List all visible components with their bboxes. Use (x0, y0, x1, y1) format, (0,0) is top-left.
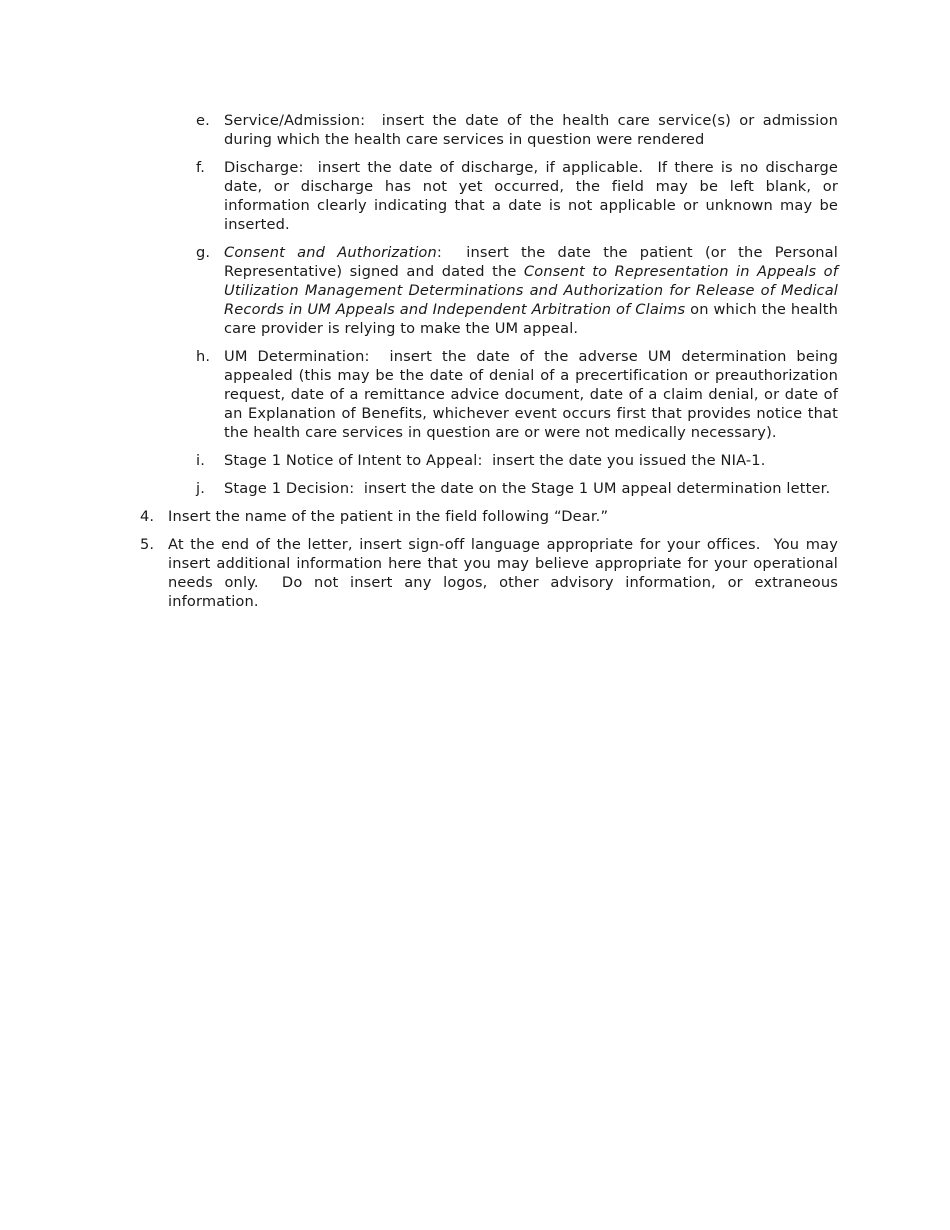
list-item-text: At the end of the letter, insert sign-off language appropriate for your offices. You may insert additional information here that you may believe appropriate for your operational needs only. Do not insert any logos, other advisory information, or extraneous information. (168, 536, 843, 610)
item-body: insert the date of discharge, if applicable. If there is no discharge date, or discharge has not yet occurred, the field may be left blank, or information clearly indicating that a date is not applicable or unknown may be inserted. (224, 159, 843, 233)
list-item-text (224, 479, 838, 498)
item-label: Stage 1 Decision: (224, 480, 355, 497)
list-item-text (224, 111, 843, 149)
list-item-f (196, 158, 843, 234)
list-item-text (224, 243, 843, 338)
item-label: Stage 1 Notice of Intent to Appeal: (224, 452, 483, 469)
list-item-text (224, 347, 843, 442)
item-body-end: on which the health care provider is relying to make the UM appeal. (224, 301, 838, 337)
item-body: insert the date on the Stage 1 UM appeal determination letter. (354, 480, 831, 497)
list-item-i (196, 451, 838, 470)
list-item-h (196, 347, 843, 442)
list-item-e (196, 111, 843, 149)
item-label: Discharge: (224, 159, 304, 176)
item-body: : insert the date the patient (or the Personal Representative) signed and dated the (224, 244, 843, 280)
item-label: Service/Admission: (224, 112, 366, 129)
list-marker: e. (196, 112, 210, 129)
list-marker: 4. (140, 508, 155, 525)
list-item-j (196, 479, 838, 498)
list-marker: 5. (140, 536, 155, 553)
list-marker: j. (196, 480, 205, 497)
list-marker: f. (196, 159, 206, 176)
form-title: Consent to Representation in Appeals of Utilization Management Determinations and Authorization for Release of Medical Records in UM Appeals and Independent Arbitration of Claims (224, 263, 838, 318)
list-marker: h. (196, 348, 211, 365)
list-item-4 (140, 507, 838, 526)
list-item-text (224, 158, 843, 234)
item-label: UM Determination: (224, 348, 370, 365)
item-body: insert the date of the health care service(s) or admission during which the health care services in question were rendered (224, 112, 843, 148)
list-item-text: Insert the name of the patient in the field following “Dear.” (168, 508, 609, 525)
item-body: insert the date you issued the NIA-1. (482, 452, 766, 469)
list-item-g (196, 243, 843, 338)
list-item-5 (140, 535, 843, 611)
list-item-text (224, 451, 838, 470)
list-marker: g. (196, 244, 211, 261)
list-marker: i. (196, 452, 205, 469)
document-page (0, 111, 950, 620)
item-body: insert the date of the adverse UM determination being appealed (this may be the date of denial of a precertification or preauthorization request, date of a remittance advice document, date of a claim denial, or date of an Explanation of Benefits, whichever event occurs first that provides notice that the health care services in question are or were not medically necessary). (224, 348, 843, 441)
item-label: Consent and Authorization (224, 244, 437, 261)
